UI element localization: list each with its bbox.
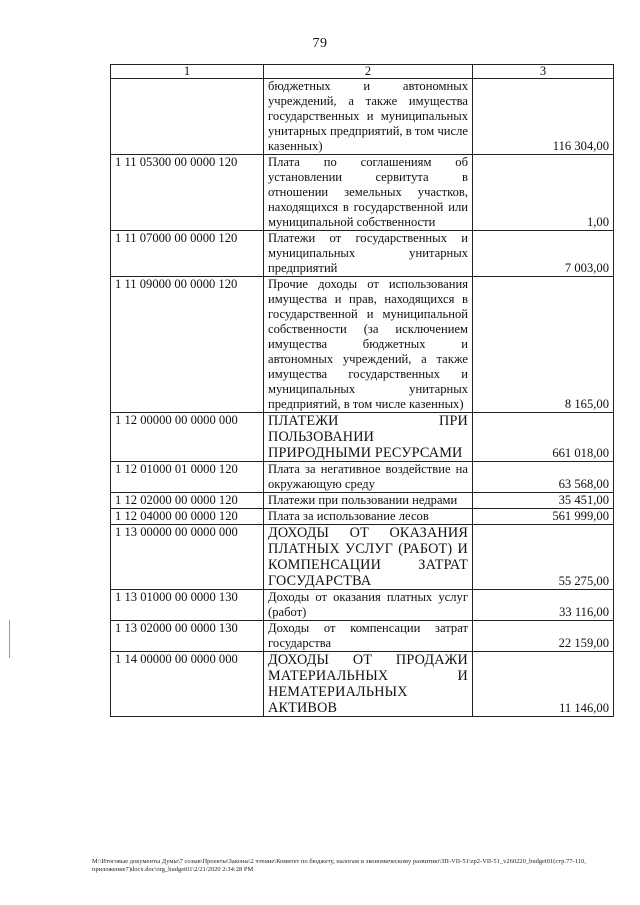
file-path-footer: M:\Итоговые документы Думы\7 созыв\Проекты\Законы\2 чтение\Комитет по бюджету, налогам и экономическому развитию\ЗП-VII-51\zp2-VII-51_v260220_budget01(стр.77-110, приложение7)docx.doc\org_budget01\2/21/2020 2:34:28 PM xyxy=(92,858,586,873)
revenue-name-cell: Доходы от оказания платных услуг (работ) xyxy=(264,590,473,621)
budget-code-cell: 1 11 05300 00 0000 120 xyxy=(111,155,264,231)
revenue-name-cell: ДОХОДЫ ОТ ОКАЗАНИЯ ПЛАТНЫХ УСЛУГ (РАБОТ) И КОМПЕНСАЦИИ ЗАТРАТ ГОСУДАРСТВА xyxy=(264,525,473,590)
budget-code-cell: 1 12 00000 00 0000 000 xyxy=(111,413,264,462)
amount-cell: 11 146,00 xyxy=(473,652,614,717)
budget-code-cell: 1 13 00000 00 0000 000 xyxy=(111,525,264,590)
revenue-name-cell: Прочие доходы от использования имущества и прав, находящихся в государственной и муниципальной собственности (за исключением имущества бюджетных и автономных учреждений, а также имущества государственных и муниципальных унитарных предприятий, в том числе казенных) xyxy=(264,277,473,413)
budget-revenue-table xyxy=(110,64,614,717)
revenue-name-cell: Плата за использование лесов xyxy=(264,509,473,525)
amount-cell: 7 003,00 xyxy=(473,231,614,277)
column-header-code: 1 xyxy=(111,65,264,79)
revenue-name-cell: ДОХОДЫ ОТ ПРОДАЖИ МАТЕРИАЛЬНЫХ И НЕМАТЕРИАЛЬНЫХ АКТИВОВ xyxy=(264,652,473,717)
budget-code-cell: 1 12 02000 00 0000 120 xyxy=(111,493,264,509)
revenue-name-cell: Платежи от государственных и муниципальных унитарных предприятий xyxy=(264,231,473,277)
table-row xyxy=(111,462,614,493)
table-row xyxy=(111,621,614,652)
column-header-name: 2 xyxy=(264,65,473,79)
revenue-name-cell: Плата за негативное воздействие на окружающую среду xyxy=(264,462,473,493)
revenue-name-cell: Доходы от компенсации затрат государства xyxy=(264,621,473,652)
budget-code-cell: 1 13 01000 00 0000 130 xyxy=(111,590,264,621)
table-row xyxy=(111,155,614,231)
budget-code-cell xyxy=(111,79,264,155)
column-header-amount: 3 xyxy=(473,65,614,79)
table-header-row xyxy=(111,65,614,79)
amount-cell: 116 304,00 xyxy=(473,79,614,155)
budget-code-cell: 1 12 01000 01 0000 120 xyxy=(111,462,264,493)
margin-mark xyxy=(9,620,10,658)
table-row xyxy=(111,79,614,155)
budget-code-cell: 1 14 00000 00 0000 000 xyxy=(111,652,264,717)
amount-cell: 22 159,00 xyxy=(473,621,614,652)
table-row xyxy=(111,652,614,717)
table-row xyxy=(111,277,614,413)
amount-cell: 661 018,00 xyxy=(473,413,614,462)
revenue-name-cell: Плата по соглашениям об установлении сервитута в отношении земельных участков, находящихся в государственной или муниципальной собственности xyxy=(264,155,473,231)
budget-code-cell: 1 11 07000 00 0000 120 xyxy=(111,231,264,277)
table-row xyxy=(111,525,614,590)
table-row xyxy=(111,231,614,277)
revenue-name-cell: бюджетных и автономных учреждений, а также имущества государственных и муниципальных унитарных предприятий, в том числе казенных) xyxy=(264,79,473,155)
amount-cell: 35 451,00 xyxy=(473,493,614,509)
amount-cell: 1,00 xyxy=(473,155,614,231)
amount-cell: 55 275,00 xyxy=(473,525,614,590)
amount-cell: 8 165,00 xyxy=(473,277,614,413)
table-row xyxy=(111,493,614,509)
amount-cell: 63 568,00 xyxy=(473,462,614,493)
budget-code-cell: 1 12 04000 00 0000 120 xyxy=(111,509,264,525)
amount-cell: 33 116,00 xyxy=(473,590,614,621)
table-row xyxy=(111,590,614,621)
revenue-name-cell: ПЛАТЕЖИ ПРИ ПОЛЬЗОВАНИИ ПРИРОДНЫМИ РЕСУРСАМИ xyxy=(264,413,473,462)
budget-code-cell: 1 11 09000 00 0000 120 xyxy=(111,277,264,413)
budget-code-cell: 1 13 02000 00 0000 130 xyxy=(111,621,264,652)
revenue-name-cell: Платежи при пользовании недрами xyxy=(264,493,473,509)
page-number: 79 xyxy=(312,36,328,51)
table-row xyxy=(111,509,614,525)
table-row xyxy=(111,413,614,462)
amount-cell: 561 999,00 xyxy=(473,509,614,525)
